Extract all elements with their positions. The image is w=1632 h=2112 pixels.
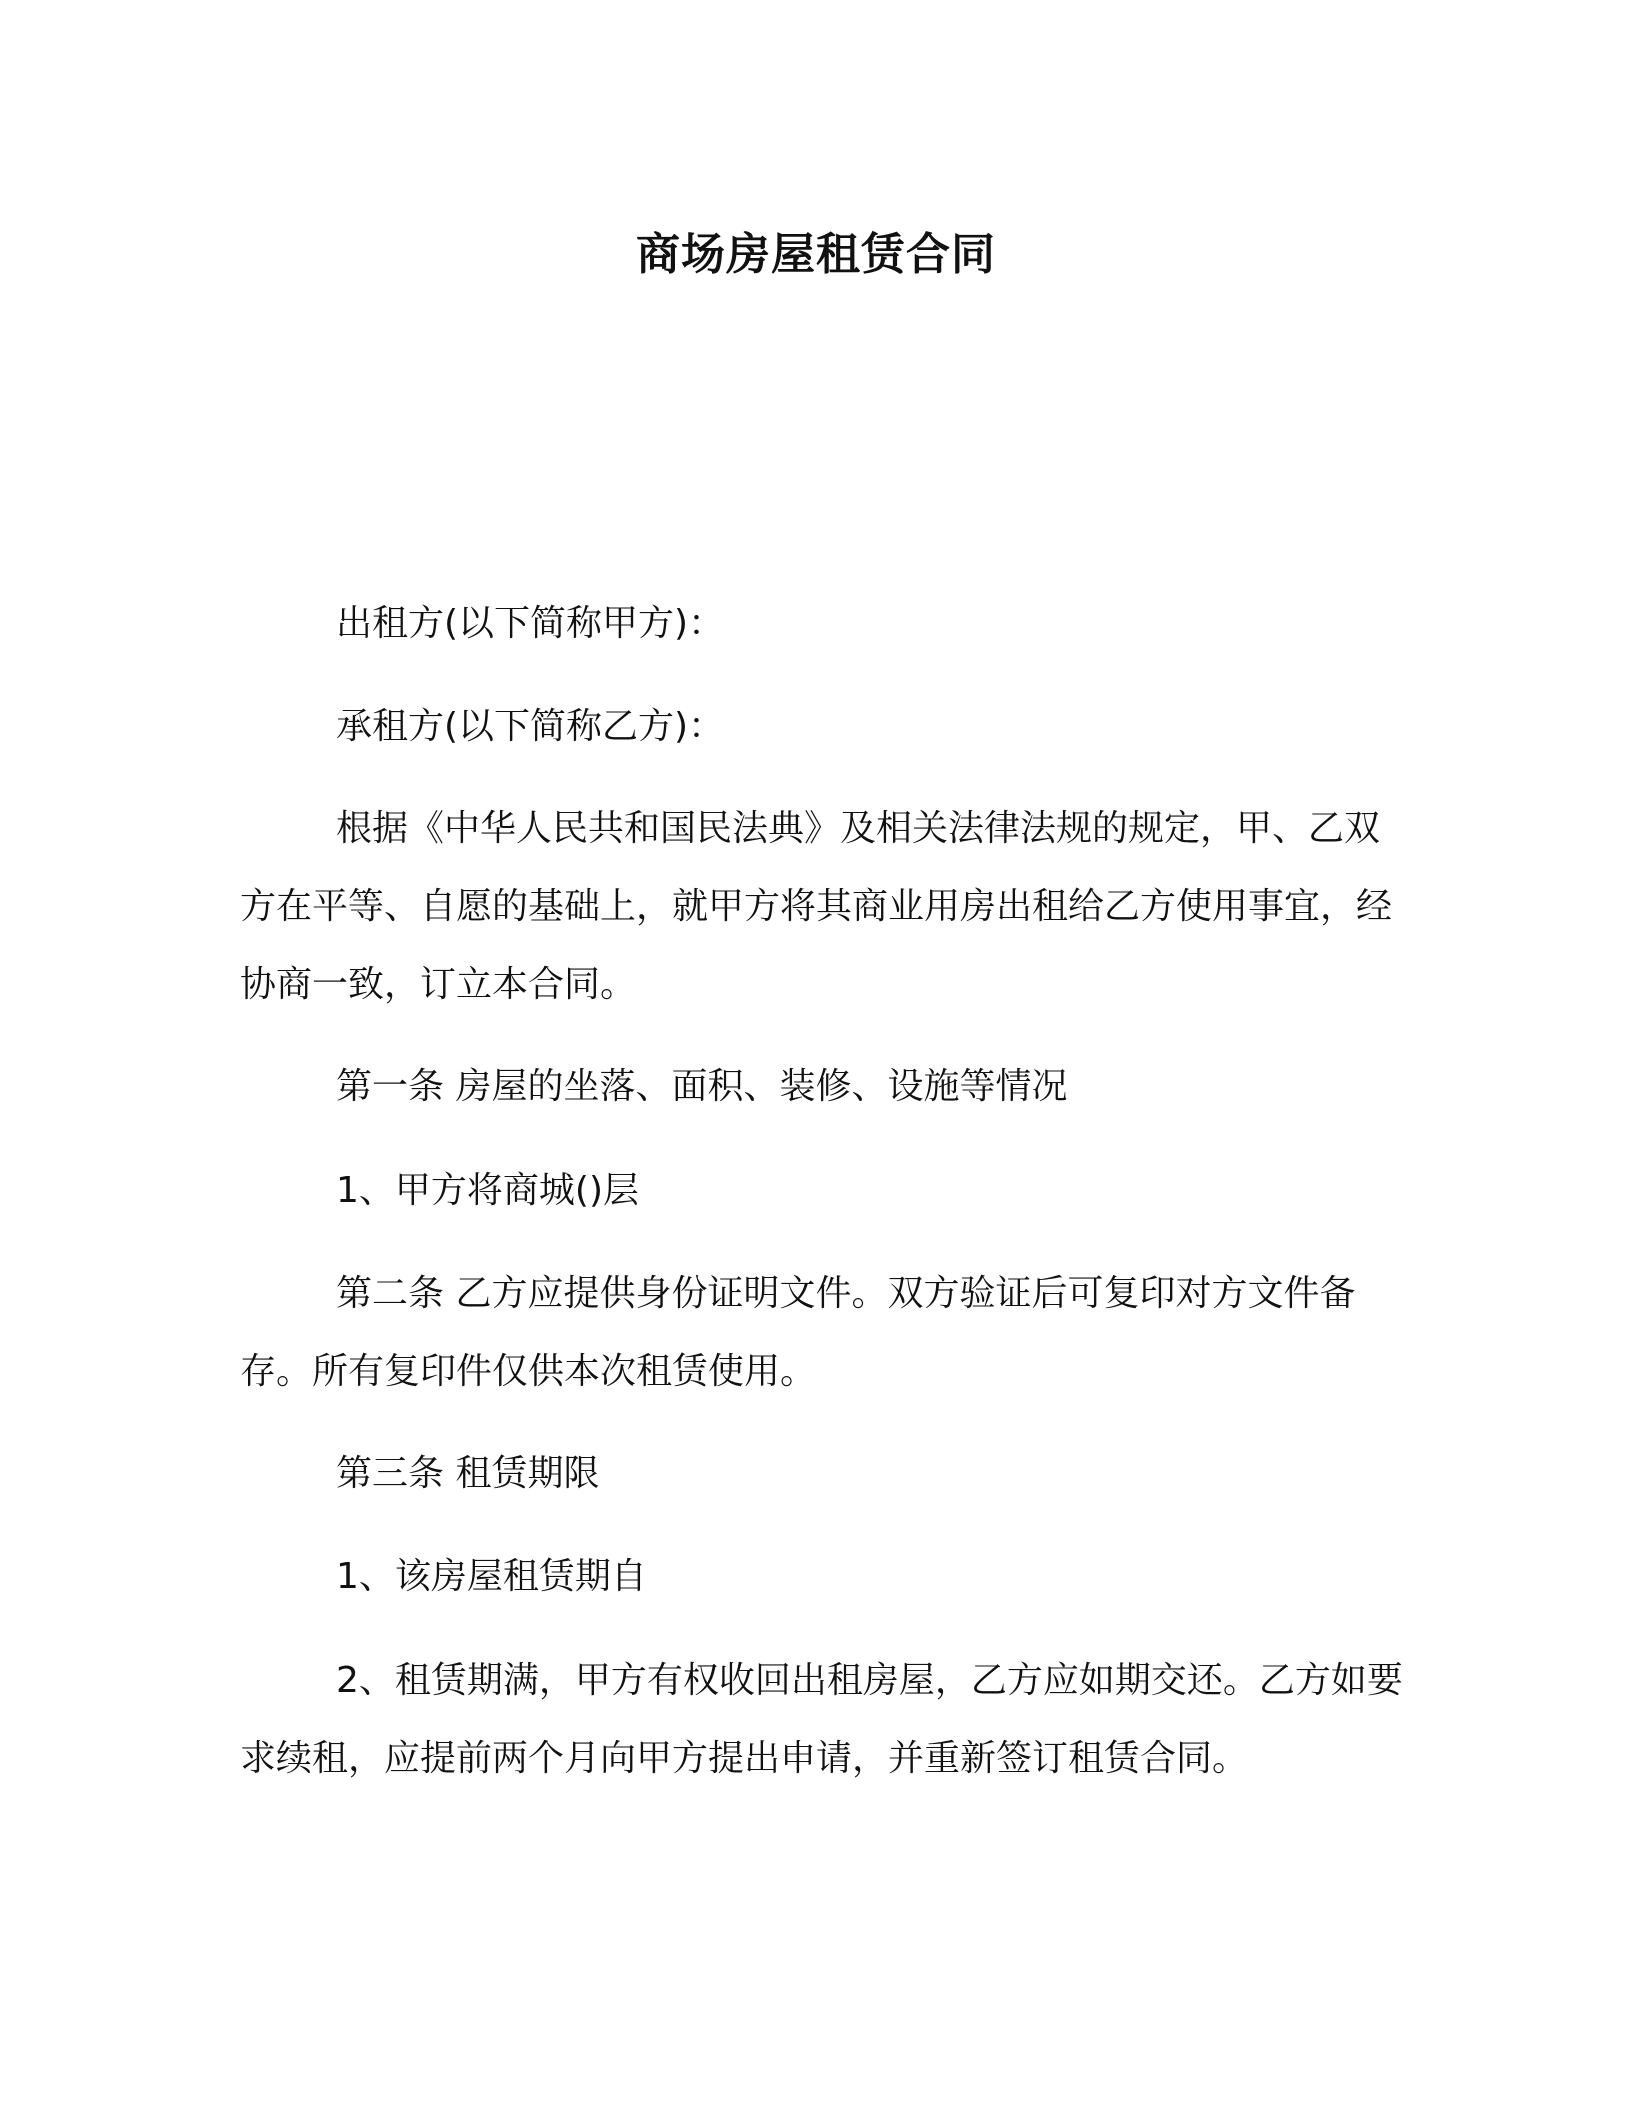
article-1-item-1: 1、甲方将商城()层 [336,1170,639,1211]
article-3-heading: 第三条 租赁期限 [336,1453,600,1494]
article-1-heading: 第一条 房屋的坐落、面积、装修、设施等情况 [336,1066,1068,1107]
article-2-paragraph: 第二条 乙方应提供身份证明文件。双方验证后可复印对方文件备存。所有复印件仅供本次租赁使用。 [240,1273,1356,1392]
article-3-item-2: 2、租赁期满，甲方有权收回出租房屋，乙方应如期交还。乙方如要求续租，应提前两个月向甲方提出申请，并重新签订租赁合同。 [240,1660,1403,1779]
preamble-paragraph: 根据《中华人民共和国民法典》及相关法律法规的规定，甲、乙双方在平等、自愿的基础上，就甲方将其商业用房出租给乙方使用事宜，经协商一致，订立本合同。 [240,808,1393,1005]
document-title: 商场房屋租赁合同 [636,229,996,280]
lessee-line: 承租方(以下简称乙方)： [336,706,725,747]
article-3-item-1: 1、该房屋租赁期自 [336,1556,647,1597]
lessor-line: 出租方(以下简称甲方)： [336,603,725,644]
